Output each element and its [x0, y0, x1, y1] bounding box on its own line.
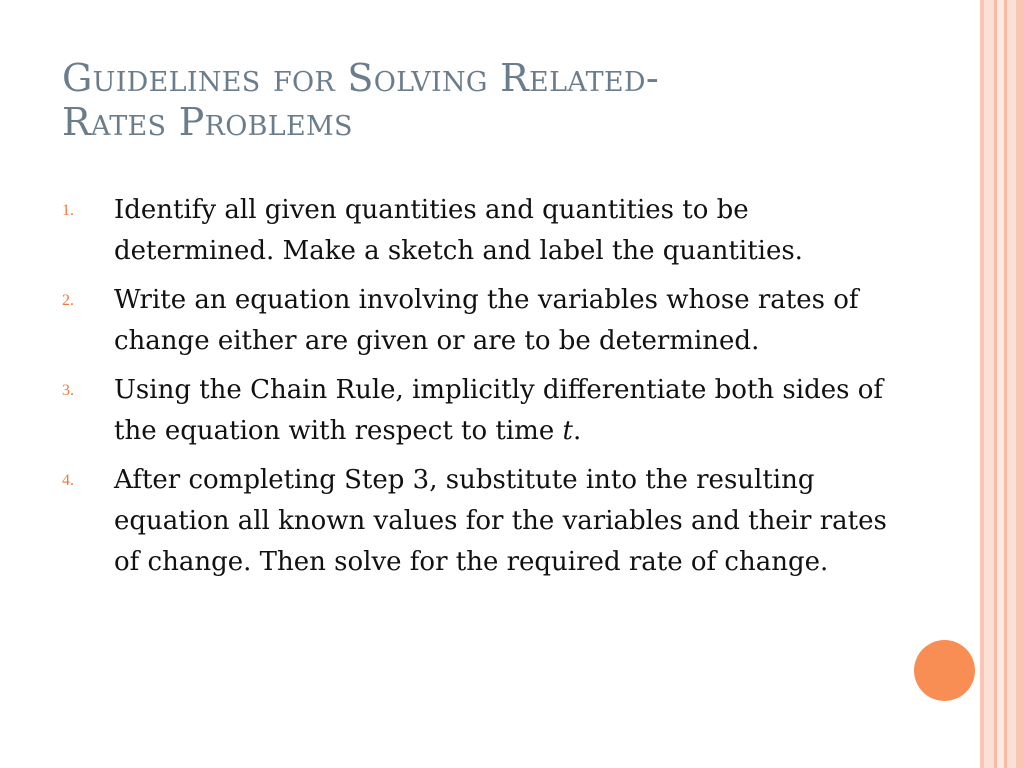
- border-stripe: [997, 0, 1004, 768]
- list-item-text-part: Using the Chain Rule, implicitly differentiate both sides of the equation with respect to time: [114, 375, 883, 446]
- numbered-list: [62, 190, 892, 591]
- list-number: 1.: [62, 202, 74, 219]
- list-item: [62, 280, 892, 362]
- variable-t: t: [562, 416, 573, 446]
- list-item-text: After completing Step 3, substitute into the resulting equation all known values for the variables and their rates of change. Then solve for the required rate of change.: [114, 465, 887, 577]
- list-item: [62, 190, 892, 272]
- list-item-text-part: .: [572, 416, 582, 446]
- list-item: [62, 460, 892, 583]
- list-item-text: [114, 375, 883, 446]
- list-number: 3.: [62, 382, 74, 399]
- list-number: 4.: [62, 472, 74, 489]
- slide-title: [62, 56, 942, 144]
- list-item-text: Write an equation involving the variables whose rates of change either are given or are to be determined.: [114, 285, 859, 356]
- border-stripe: [1016, 0, 1024, 768]
- list-item: [62, 370, 892, 452]
- title-line-2: Rates Problems: [62, 100, 353, 144]
- list-item-text: Identify all given quantities and quantities to be determined. Make a sketch and label the quantities.: [114, 195, 803, 266]
- border-stripe: [984, 0, 994, 768]
- list-number: 2.: [62, 292, 74, 309]
- border-stripe: [1007, 0, 1016, 768]
- title-line-1: Guidelines for Solving Related-: [62, 56, 660, 100]
- accent-dot: [914, 640, 975, 701]
